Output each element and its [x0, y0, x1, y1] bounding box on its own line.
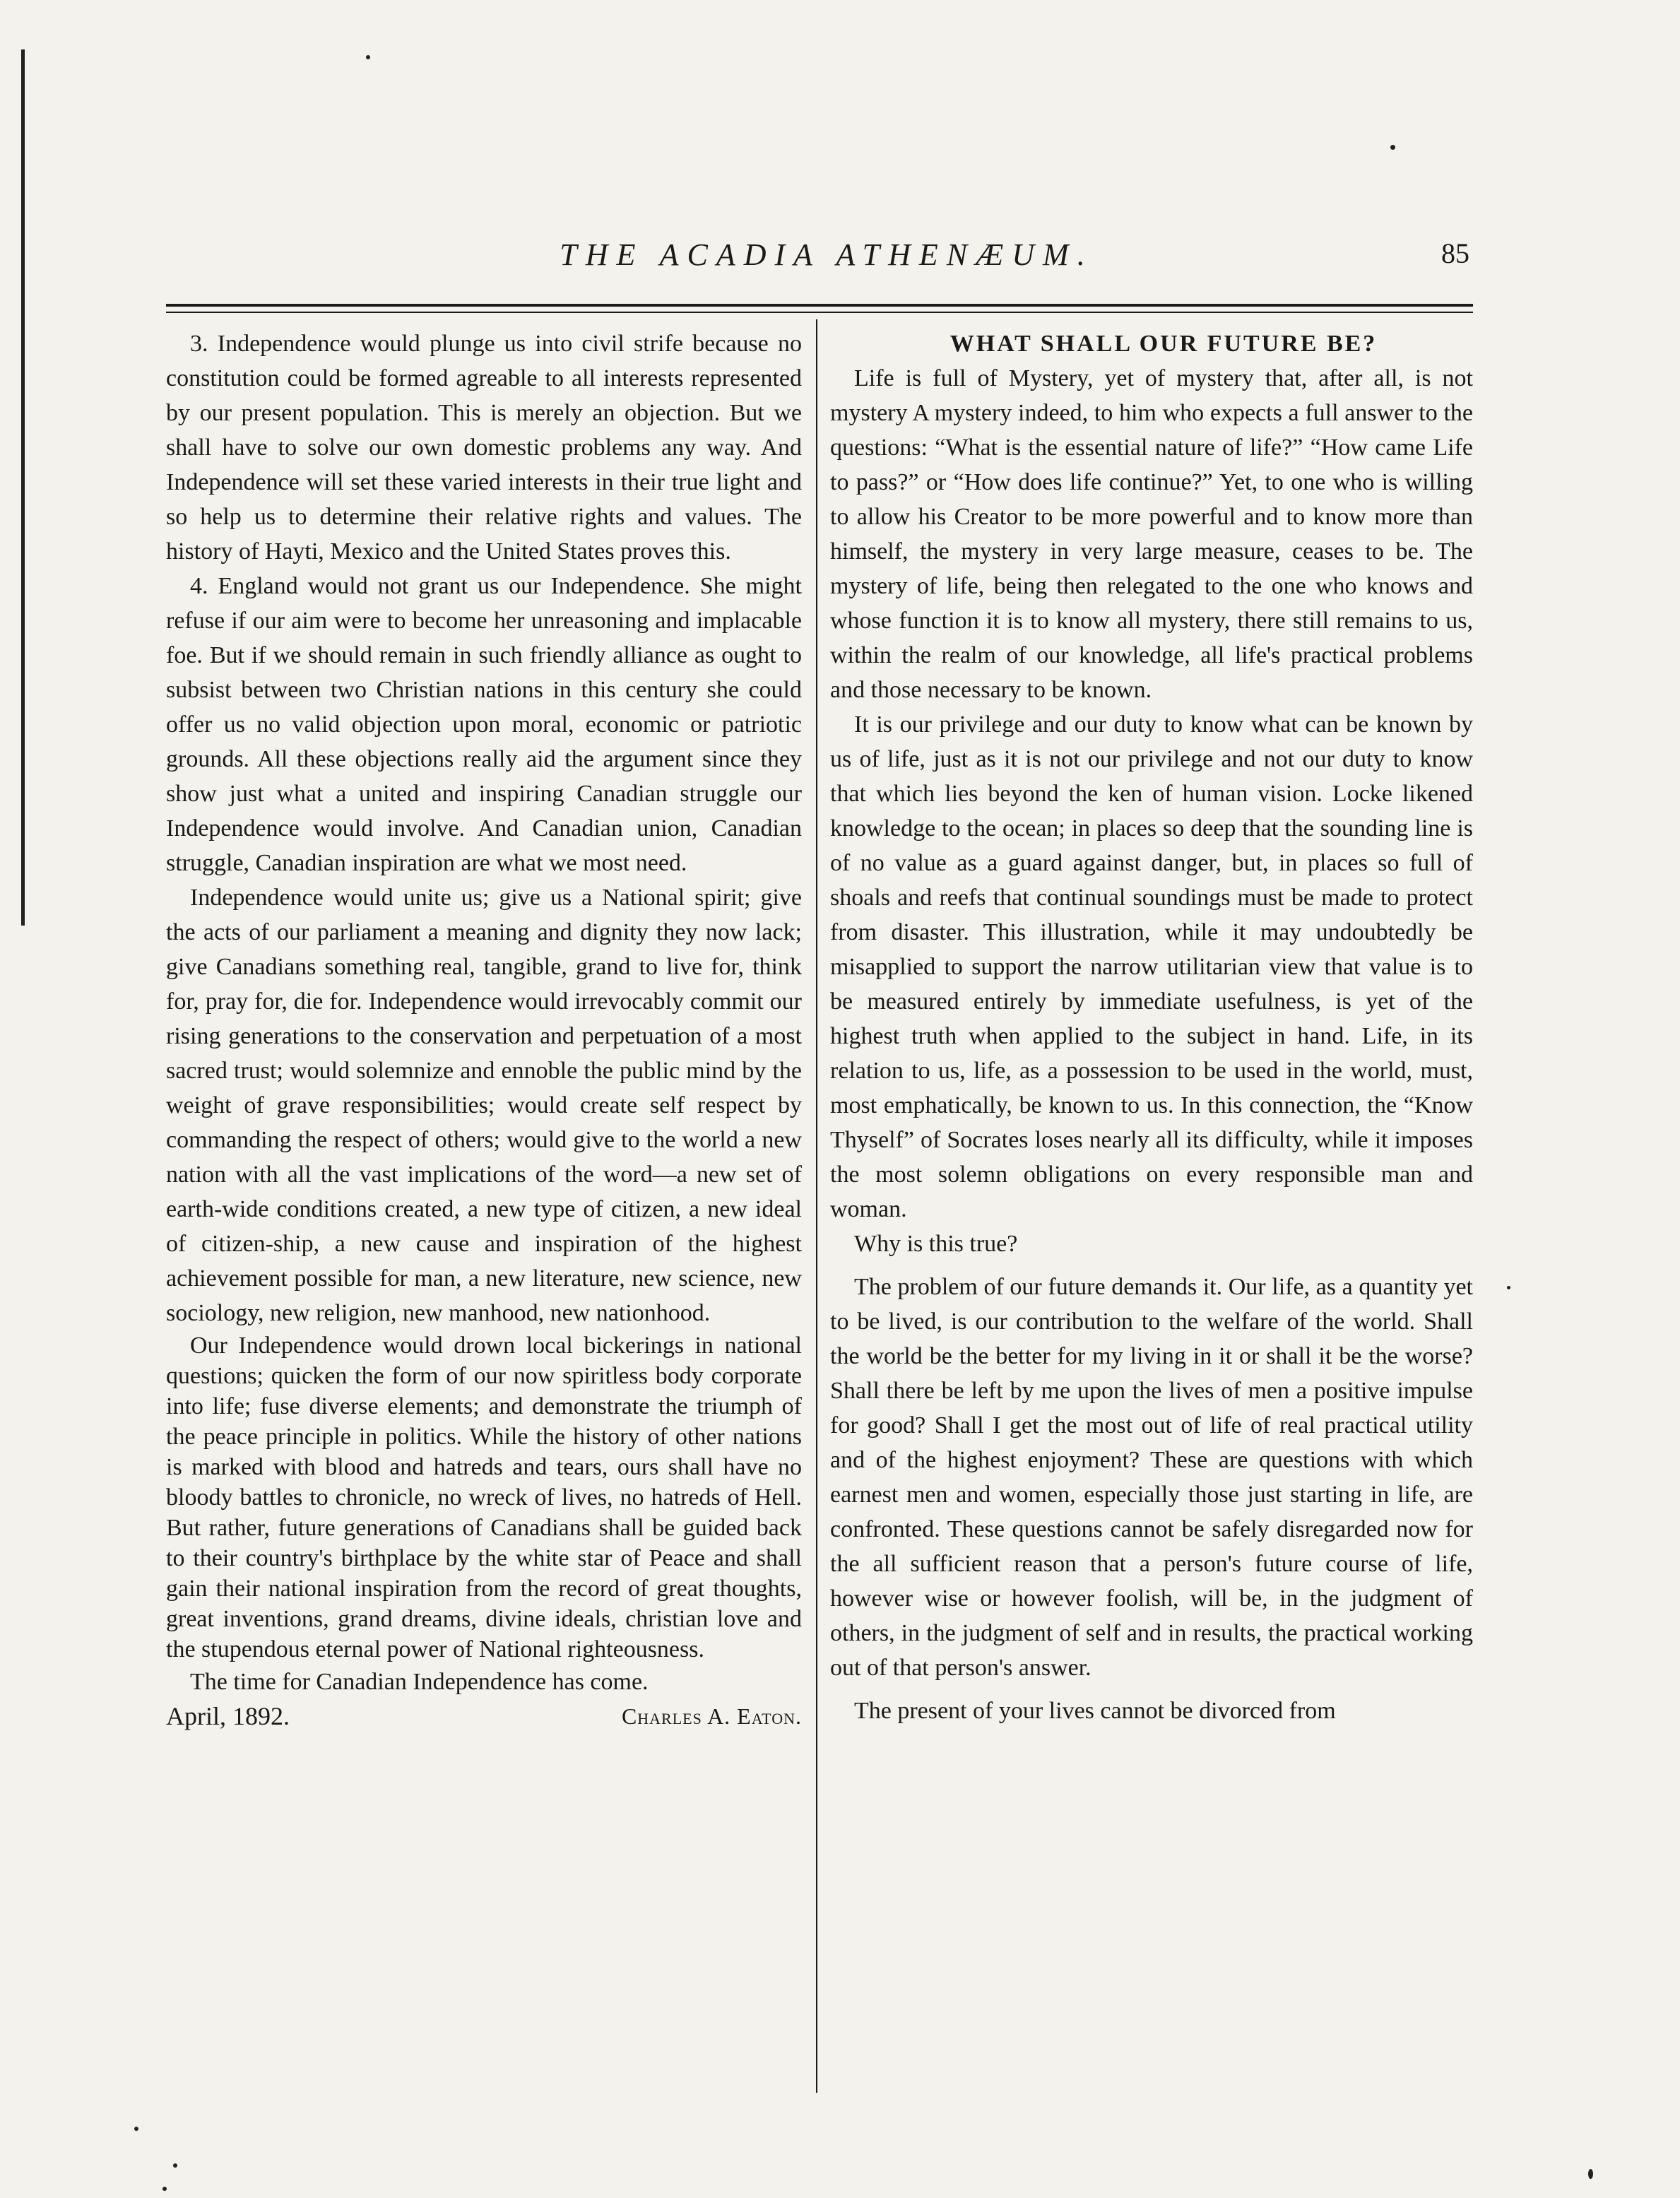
paragraph: The problem of our future demands it. Our life, as a quantity yet to be lived, is our contribution to the welfare of the world. Shall the world be the better for my living in it or shall it be the worse? Shall there be left by me upon the lives of men a positive impulse for good? Shall I get the most out of life of real practical utility and of the highest enjoyment? These are questions with which earnest men and women, especially those just starting in life, are confronted. These questions cannot be safely disregarded now for the all sufficient reason that a person's future course of life, however wise or however foolish, will be, in the judgment of others, in the judgment of self and in results, the practical working out of that person's answer. — [830, 1274, 1473, 1681]
header-rule-thin — [166, 312, 1473, 313]
paragraph: Our Independence would drown local bickerings in national questions; quicken the form of our now spiritless body corporate into life; fuse diverse elements; and demonstrate the triumph of the peace principle in politics. While the history of other nations is marked with blood and hatreds and tears, ours shall have no bloody battles to chronicle, no wreck of lives, no hatreds of Hell. But rather, future generations of Canadians shall be guided back to their country's birthplace by the white star of Peace and shall gain their national inspiration from the record of great thoughts, great inventions, grand dreams, divine ideals, christian love and the stupendous eternal power of National righteousness. — [166, 1333, 802, 1662]
paragraph: 3. Independence would plunge us into civil strife because no constitution could be formed agreable to all interests represented by our present population. This is merely an objection. But we shall have to solve our own domestic problems any way. And Independence will set these varied interests in their true light and so help us to determine their relative rights and values. The history of Hayti, Mexico and the United States proves this. — [166, 331, 802, 565]
running-title: THE ACADIA ATHENÆUM. — [560, 237, 1094, 272]
paragraph: The time for Canadian Independence has come. — [190, 1669, 649, 1695]
ink-speck — [1507, 1286, 1510, 1289]
ink-speck — [134, 2127, 138, 2131]
paragraph: 4. England would not grant us our Independence. She might refuse if our aim were to become her unreasoning and implacable foe. But if we should remain in such friendly alliance as ought to subsist between two Christian nations in this century she could offer us no valid objection upon moral, economic or patriotic grounds. All these objections really aid the argument since they show just what a united and inspiring Canadian struggle our Independence would involve. And Canadian union, Canadian struggle, Canadian inspiration are what we most need. — [166, 573, 802, 876]
signoff — [166, 1699, 802, 1734]
ink-speck — [366, 55, 370, 59]
page-edge-bar — [21, 49, 25, 926]
header-rule-thick — [166, 304, 1473, 307]
ink-speck — [1390, 145, 1395, 150]
page-header — [162, 237, 1484, 286]
paragraph: Independence would unite us; give us a National spirit; give the acts of our parliament a meaning and dignity they now lack; give Canadians something real, tangible, grand to live for, think for, pray for, die for. Independence would irrevocably commit our rising generations to the conservation and perpetuation of a most sacred trust; would solemnize and ennoble the public mind by the weight of grave responsibilities; would create self respect by commanding the respect of others; would give to the world a new nation with all the vast implications of the word—a new set of earth-wide conditions created, a new type of citizen, a new ideal of citizen-ship, a new cause and inspiration of the highest achievement possible for man, a new literature, new science, new sociology, new religion, new manhood, new nationhood. — [166, 885, 802, 1326]
column-divider — [816, 319, 817, 2093]
article-title: WHAT SHALL OUR FUTURE BE? — [950, 331, 1378, 357]
paragraph: The present of your lives cannot be divorced from — [854, 1698, 1336, 1724]
ink-speck — [162, 2187, 167, 2191]
article-date: April, 1892. — [166, 1702, 290, 1730]
right-column — [830, 326, 1473, 1728]
paragraph: Life is full of Mystery, yet of mystery that, after all, is not mystery A mystery indeed, to him who expects a full answer to the questions: “What is the essential nature of life?” “How came Life to pass?” or “How does life continue?” Yet, to one who is willing to allow his Creator to be more powerful and to know more than himself, the mystery in very large measure, ceases to be. The mystery of life, being then relegated to the one who knows and whose function it is to know all mystery, there still remains to us, within the realm of our knowledge, all life's practical problems and those necessary to be known. — [830, 365, 1473, 703]
paragraph: Why is this true? — [854, 1231, 1018, 1257]
page-number: 85 — [1441, 237, 1469, 269]
left-column — [166, 326, 802, 1734]
paragraph-gap — [830, 1685, 1473, 1694]
paragraph-gap — [830, 1261, 1473, 1270]
ink-speck — [173, 2163, 177, 2168]
ink-speck — [1588, 2169, 1593, 2179]
paragraph: It is our privilege and our duty to know what can be known by us of life, just as it is not our privilege and not our duty to know that which lies beyond the ken of human vision. Locke likened knowledge to the ocean; in places so deep that the sounding line is of no value as a guard against danger, but, in places so full of shoals and reefs that continual soundings must be made to protect from disaster. This illustration, while it may undoubtedly be misapplied to support the narrow utilitarian view that value is to be measured entirely by immediate usefulness, is yet of the highest truth when applied to the subject in hand. Life, in its relation to us, life, as a possession to be used in the world, must, most emphatically, be known to us. In this connection, the “Know Thyself” of Socrates loses nearly all its difficulty, while it imposes the most solemn obligations on every responsible man and woman. — [830, 711, 1473, 1222]
author-signature: Charles A. Eaton. — [621, 1703, 802, 1729]
